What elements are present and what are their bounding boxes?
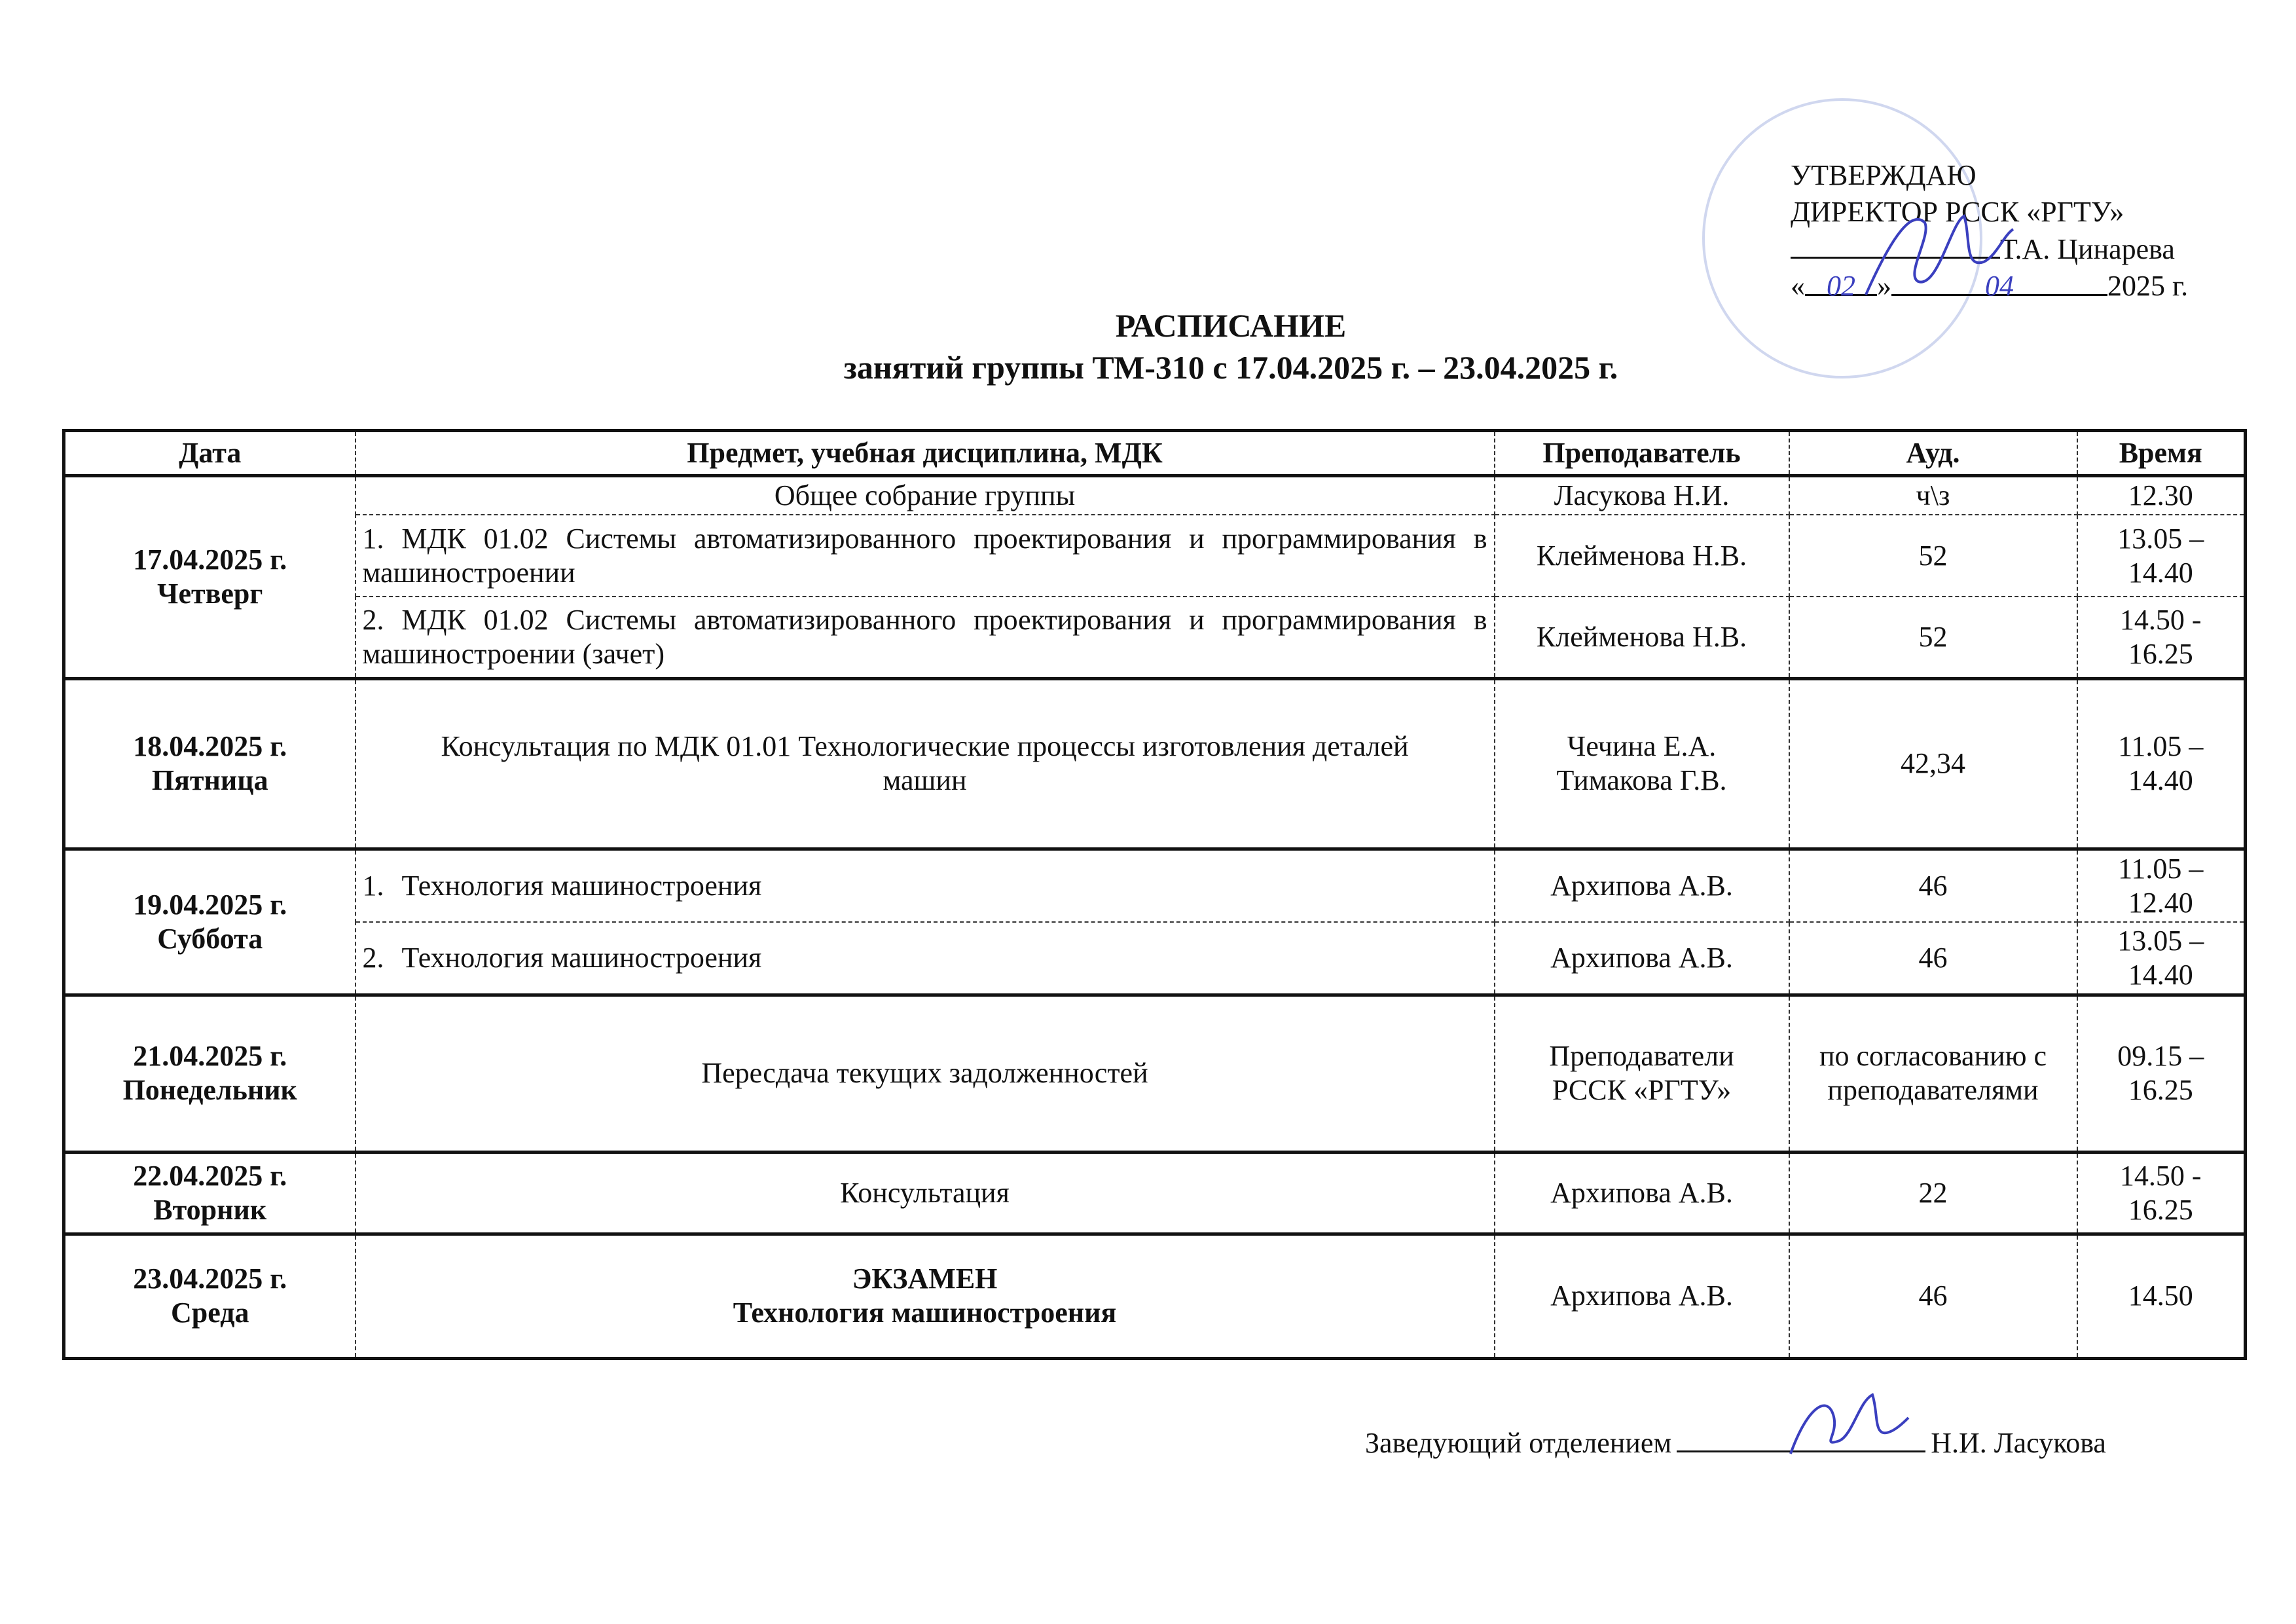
approval-heading: УТВЕРЖДАЮ bbox=[1791, 159, 1977, 191]
day-date: 18.04.2025 г. bbox=[133, 730, 287, 762]
row-number: 1. bbox=[362, 869, 384, 902]
room-cell: 46 bbox=[1789, 849, 2077, 922]
subject-cell bbox=[355, 922, 1495, 995]
time-cell: 14.50 - 16.25 bbox=[2077, 1152, 2246, 1234]
row-number: 2. bbox=[362, 941, 384, 974]
day-cell bbox=[64, 849, 355, 995]
room-cell: 52 bbox=[1789, 515, 2077, 597]
time-cell: 12.30 bbox=[2077, 476, 2246, 515]
table-row bbox=[64, 1152, 2246, 1234]
day-weekday: Четверг bbox=[157, 578, 263, 610]
subject-cell bbox=[355, 597, 1495, 678]
day-date: 22.04.2025 г. bbox=[133, 1159, 287, 1192]
day-cell bbox=[64, 1152, 355, 1234]
row-number: 1. bbox=[362, 522, 384, 555]
schedule-table bbox=[62, 429, 2247, 1360]
room-cell: 46 bbox=[1789, 922, 2077, 995]
header-room: Ауд. bbox=[1789, 431, 2077, 476]
subject-text: Технология машиностроения bbox=[401, 869, 762, 902]
room-cell: по согласованию с преподавателями bbox=[1789, 995, 2077, 1152]
teacher-name-2: РССК «РГТУ» bbox=[1552, 1074, 1732, 1106]
table-header-row bbox=[64, 431, 2246, 476]
day-cell bbox=[64, 476, 355, 679]
day-weekday: Среда bbox=[171, 1297, 249, 1329]
exam-label: ЭКЗАМЕН bbox=[852, 1263, 998, 1295]
teacher-name-2: Тимакова Г.В. bbox=[1556, 764, 1727, 796]
day-date: 23.04.2025 г. bbox=[133, 1263, 287, 1295]
day-weekday: Вторник bbox=[153, 1193, 267, 1226]
time-cell: 13.05 – 14.40 bbox=[2077, 922, 2246, 995]
teacher-cell: Архипова А.В. bbox=[1495, 922, 1789, 995]
table-row bbox=[64, 597, 2246, 678]
teacher-cell: Архипова А.В. bbox=[1495, 1234, 1789, 1358]
day-weekday: Суббота bbox=[157, 922, 263, 955]
teacher-cell bbox=[1495, 678, 1789, 849]
subject-cell: Пересдача текущих задолженностей bbox=[355, 995, 1495, 1152]
time-cell: 11.05 – 12.40 bbox=[2077, 849, 2246, 922]
approval-month: 04 bbox=[1891, 268, 2107, 296]
footer-signature-line bbox=[1365, 1424, 2106, 1460]
table-row bbox=[64, 1234, 2246, 1358]
row-number: 2. bbox=[362, 603, 384, 636]
teacher-cell: Архипова А.В. bbox=[1495, 849, 1789, 922]
table-row bbox=[64, 515, 2246, 597]
director-name: Т.А. Цинарева bbox=[2000, 233, 2175, 265]
approval-day: 02 bbox=[1805, 268, 1877, 296]
subject-cell: Консультация bbox=[355, 1152, 1495, 1234]
document-title bbox=[589, 304, 1872, 388]
table-row bbox=[64, 476, 2246, 515]
header-subject: Предмет, учебная дисциплина, МДК bbox=[355, 431, 1495, 476]
day-weekday: Пятница bbox=[151, 764, 268, 796]
footer-name: Н.И. Ласукова bbox=[1931, 1427, 2106, 1459]
subject-cell bbox=[355, 849, 1495, 922]
room-cell: 22 bbox=[1789, 1152, 2077, 1234]
exam-subject: Технология машиностроения bbox=[733, 1297, 1117, 1329]
approval-year: 2025 г. bbox=[2107, 270, 2189, 302]
time-cell: 11.05 – 14.40 bbox=[2077, 678, 2246, 849]
subject-text: МДК 01.02 Системы автоматизированного проектирования и программирования в машиностроении (зачет) bbox=[362, 603, 1487, 670]
teacher-cell: Ласукова Н.И. bbox=[1495, 476, 1789, 515]
teacher-cell bbox=[1495, 995, 1789, 1152]
day-weekday: Понедельник bbox=[122, 1074, 297, 1106]
teacher-name: Преподаватели bbox=[1549, 1040, 1734, 1072]
table-row bbox=[64, 995, 2246, 1152]
time-cell: 14.50 bbox=[2077, 1234, 2246, 1358]
head-signature-icon bbox=[1781, 1382, 1912, 1467]
subject-cell bbox=[355, 1234, 1495, 1358]
subject-text: МДК 01.02 Системы автоматизированного проектирования и программирования в машиностроении bbox=[362, 522, 1487, 589]
teacher-name: Чечина Е.А. bbox=[1567, 730, 1717, 762]
time-cell: 14.50 - 16.25 bbox=[2077, 597, 2246, 678]
day-cell bbox=[64, 1234, 355, 1358]
approval-date-line: « 02 » 04 2025 г. bbox=[1791, 268, 2249, 304]
room-cell: 52 bbox=[1789, 597, 2077, 678]
day-date: 21.04.2025 г. bbox=[133, 1040, 287, 1072]
day-cell bbox=[64, 678, 355, 849]
subject-cell: Консультация по МДК 01.01 Технологические процессы изготовления деталей машин bbox=[355, 678, 1495, 849]
time-cell: 13.05 – 14.40 bbox=[2077, 515, 2246, 597]
header-time: Время bbox=[2077, 431, 2246, 476]
teacher-cell: Архипова А.В. bbox=[1495, 1152, 1789, 1234]
day-date: 19.04.2025 г. bbox=[133, 888, 287, 921]
header-teacher: Преподаватель bbox=[1495, 431, 1789, 476]
room-cell: ч\з bbox=[1789, 476, 2077, 515]
room-cell: 42,34 bbox=[1789, 678, 2077, 849]
approval-position: ДИРЕКТОР РССК «РГТУ» bbox=[1791, 196, 2124, 228]
subject-cell bbox=[355, 515, 1495, 597]
subject-cell: Общее собрание группы bbox=[355, 476, 1495, 515]
teacher-cell: Клейменова Н.В. bbox=[1495, 597, 1789, 678]
title-sub: занятий группы ТМ-310 с 17.04.2025 г. – 23.04.2025 г. bbox=[843, 349, 1618, 386]
day-date: 17.04.2025 г. bbox=[133, 544, 287, 576]
table-row bbox=[64, 922, 2246, 995]
subject-text: Технология машиностроения bbox=[401, 941, 762, 974]
room-cell: 46 bbox=[1789, 1234, 2077, 1358]
day-cell bbox=[64, 995, 355, 1152]
title-main: РАСПИСАНИЕ bbox=[1115, 307, 1347, 344]
table-row bbox=[64, 849, 2246, 922]
footer-position: Заведующий отделением bbox=[1365, 1427, 1672, 1459]
header-date: Дата bbox=[64, 431, 355, 476]
teacher-cell: Клейменова Н.В. bbox=[1495, 515, 1789, 597]
director-signature-icon bbox=[1853, 196, 2023, 314]
time-cell: 09.15 – 16.25 bbox=[2077, 995, 2246, 1152]
table-row bbox=[64, 678, 2246, 849]
